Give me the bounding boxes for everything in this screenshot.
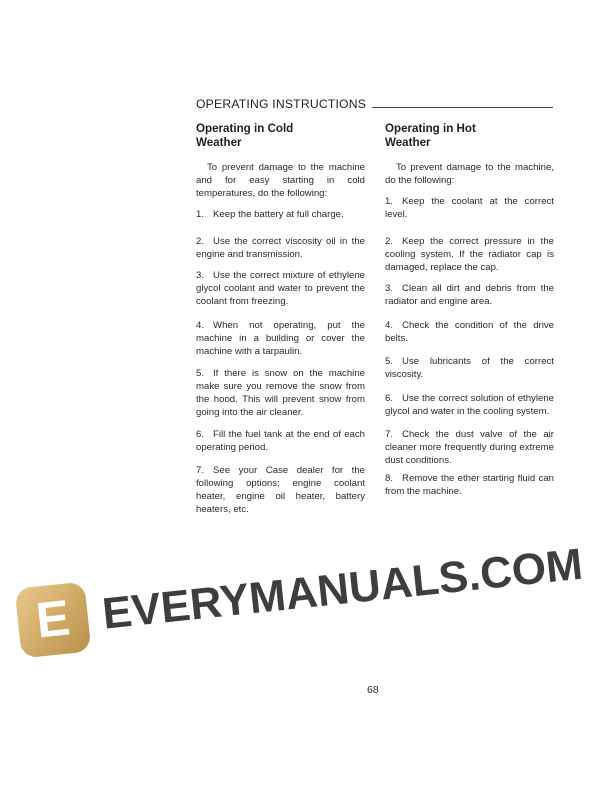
item-number: 7. [196,465,205,476]
item-number: 2. [196,236,205,247]
item-number: 2. [385,236,394,247]
left-heading [196,122,365,150]
right-heading [385,122,554,150]
left-heading-line1: Operating in Cold [196,122,294,135]
item-text: Fill the fuel tank at the end of each operating period. [196,429,365,453]
item-number: 4. [385,320,394,331]
item-text: Clean all dirt and debris from the radiator and engine area. [385,283,554,307]
right-heading-line1: Operating in Hot [385,122,476,135]
watermark-logo-letter: E [33,589,73,649]
right-intro: To prevent damage to the machine, do the following: [385,162,554,186]
item-number: 7. [385,429,394,440]
right-column [385,122,554,498]
section-header: OPERATING INSTRUCTIONS [196,97,367,111]
right-item [385,282,554,308]
right-heading-line2: Weather [385,136,431,149]
left-intro: To prevent damage to the machine and for easy starting in cold temperatures, do the following: [196,162,365,199]
item-number: 1. [196,209,205,220]
item-text: Keep the correct pressure in the cooling system. If the radiator cap is damaged, replace the cap. [385,236,554,273]
item-text: Check the dust valve of the air cleaner more frequently during extreme dust conditions. [385,429,554,466]
item-text: Keep the battery at full charge. [213,209,344,220]
item-number: 1. [385,196,394,207]
right-item [385,355,554,381]
item-text: When not operating, put the machine in a building or cover the machine with a tarpaulin. [196,320,365,357]
item-number: 4. [196,320,205,331]
left-column [196,122,365,516]
item-text: Keep the coolant at the correct level. [385,196,554,220]
item-text: Remove the ether starting fluid can from the machine. [385,473,554,497]
page-number: 68 [367,684,379,696]
item-number: 5. [196,368,205,379]
item-text: Use the correct solution of ethylene glycol and water in the cooling system. [385,393,554,417]
left-item [196,464,365,516]
item-number: 8. [385,473,394,484]
left-item [196,367,365,419]
right-item [385,472,554,498]
left-item [196,428,365,454]
watermark-logo [15,582,92,659]
item-number: 6. [196,429,205,440]
left-item [196,208,365,221]
item-number: 3. [385,283,394,294]
right-item [385,319,554,345]
left-item [196,319,365,358]
left-item [196,235,365,261]
item-number: 3. [196,270,205,281]
item-number: 6. [385,393,394,404]
item-text: If there is snow on the machine make sure you remove the snow from the hood. This will prevent snow from going into the air cleaner. [196,368,365,418]
item-text: See your Case dealer for the following options; engine coolant heater, engine oil heater, battery heaters, etc. [196,465,365,515]
left-heading-line2: Weather [196,136,242,149]
right-item [385,428,554,467]
item-text: Check the condition of the drive belts. [385,320,554,344]
right-item [385,392,554,418]
item-text: Use the correct mixture of ethylene glycol coolant and water to prevent the coolant from freezing. [196,270,365,307]
watermark-text: EVERYMANUALS.COM [100,539,585,639]
header-rule [372,107,553,108]
right-item [385,235,554,274]
left-item [196,269,365,308]
right-item [385,195,554,221]
item-text: Use lubricants of the correct viscosity. [385,356,554,380]
item-text: Use the correct viscosity oil in the engine and transmission. [196,236,365,260]
item-number: 5. [385,356,394,367]
